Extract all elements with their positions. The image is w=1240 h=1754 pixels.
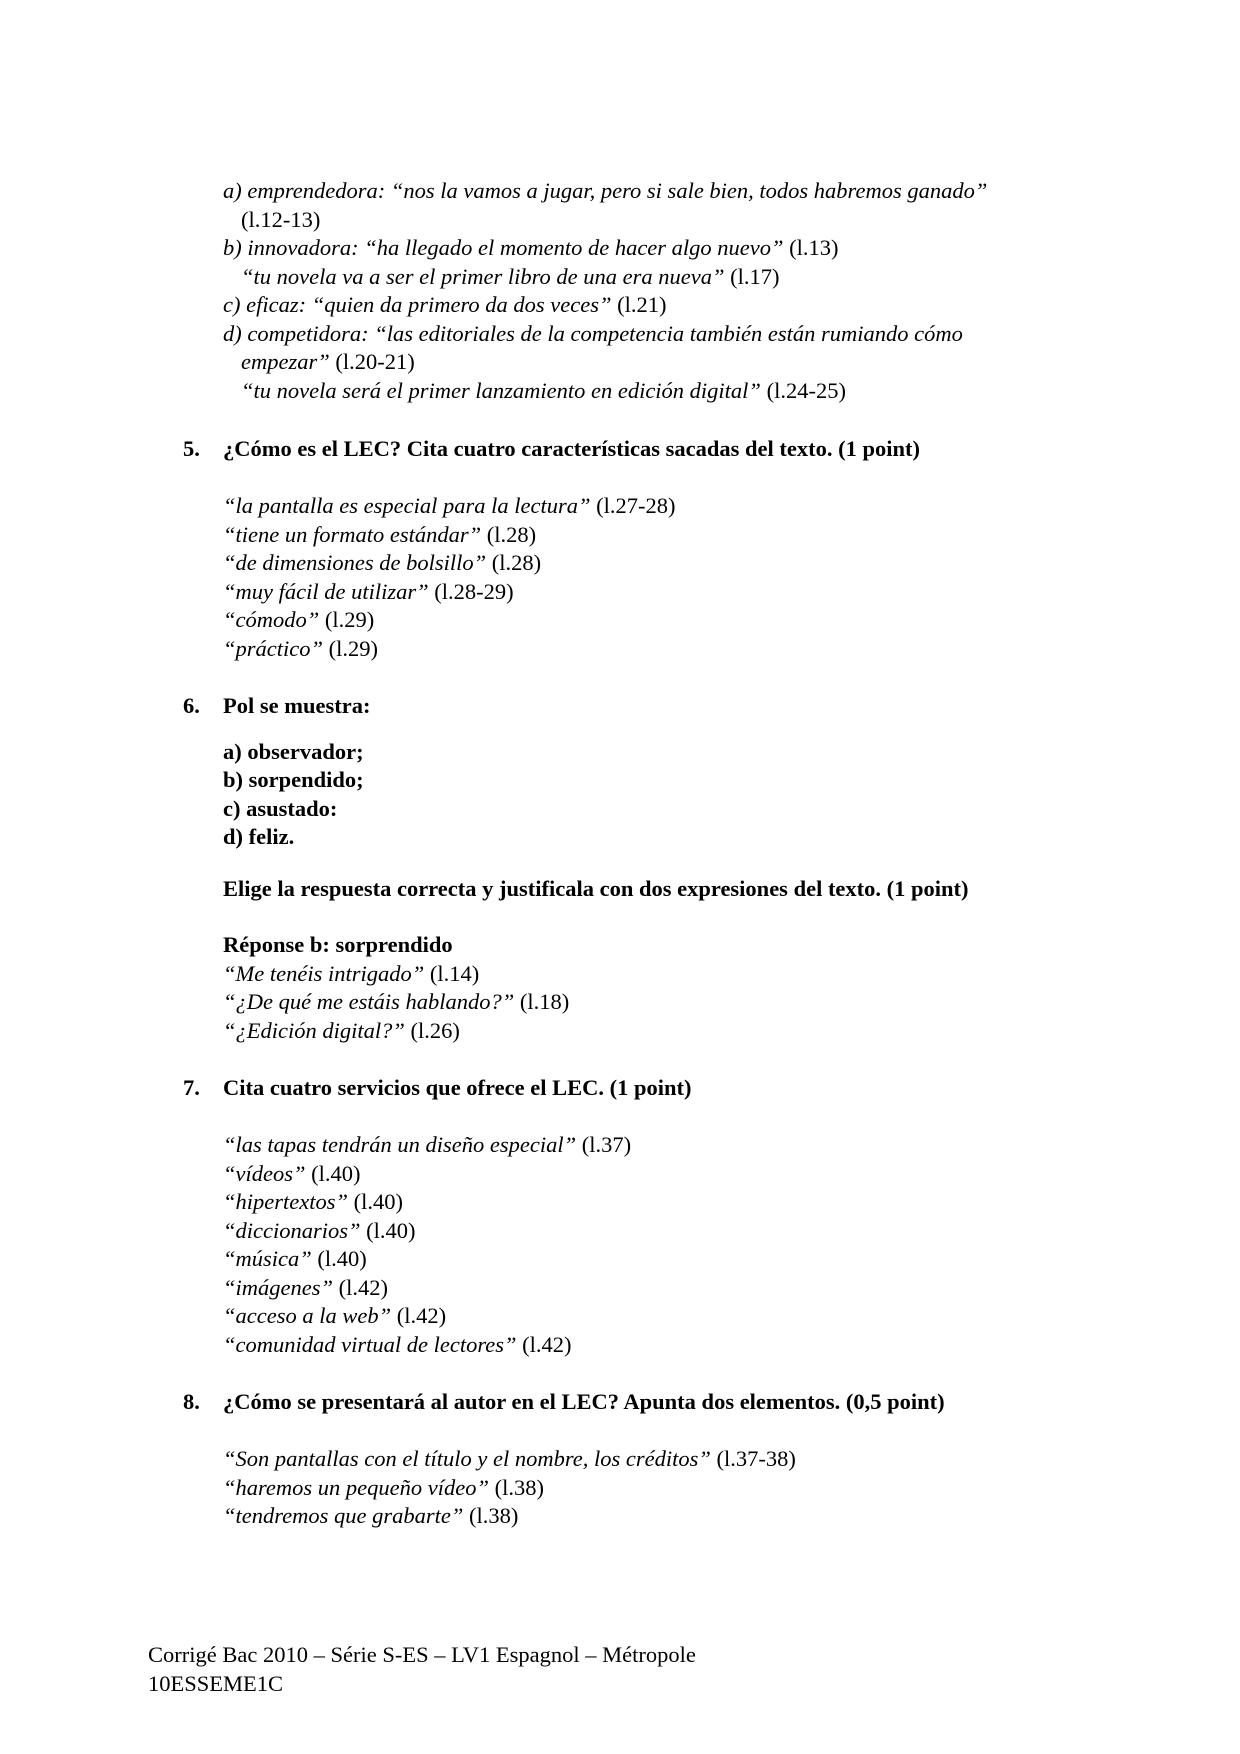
quote: “vídeos” xyxy=(223,1161,306,1186)
quote: a) emprendedora: “nos la vamos a jugar, pero si sale bien, todos habremos ganado” xyxy=(223,178,988,203)
line-ref: (l.28-29) xyxy=(434,579,514,604)
quote: empezar” xyxy=(241,349,330,374)
quote: “haremos un pequeño vídeo” xyxy=(223,1475,490,1500)
quote: “¿De qué me estáis hablando?” xyxy=(223,989,515,1014)
list-item xyxy=(223,1130,631,1159)
q4-answer-b xyxy=(223,233,839,262)
quote: “cómodo” xyxy=(223,607,320,632)
list-item xyxy=(223,577,514,606)
q6-number: 6. xyxy=(183,693,200,718)
line-ref: (l.28) xyxy=(486,522,537,547)
q4-answer-c xyxy=(223,290,666,319)
q5-question: ¿Cómo es el LEC? Cita cuatro características sacadas del texto. (1 point) xyxy=(223,436,920,461)
list-item xyxy=(223,1273,388,1302)
line-ref: (l.28) xyxy=(491,550,542,575)
line-ref: (l.20-21) xyxy=(335,349,415,374)
quote: “de dimensiones de bolsillo” xyxy=(223,550,487,575)
quote: “la pantalla es especial para la lectura” xyxy=(223,493,591,518)
q4-answer-d-2 xyxy=(241,347,415,376)
list-item xyxy=(223,987,569,1016)
quote: “imágenes” xyxy=(223,1275,334,1300)
q7-number: 7. xyxy=(183,1075,200,1100)
line-ref: (l.14) xyxy=(429,961,480,986)
quote: “¿Edición digital?” xyxy=(223,1018,405,1043)
line-ref: (l.40) xyxy=(317,1246,367,1271)
q4-answer-a xyxy=(223,176,987,205)
quote: “tu novela será el primer lanzamiento en edición digital” xyxy=(241,378,761,403)
footer-code: 10ESSEME1C xyxy=(148,1671,284,1696)
q6-response: Réponse b: sorprendido xyxy=(223,932,453,957)
quote: “diccionarios” xyxy=(223,1218,361,1243)
quote: d) competidora: “las editoriales de la competencia también están rumiando cómo xyxy=(223,321,963,346)
line-ref: (l.29) xyxy=(328,636,379,661)
line-ref: (l.12-13) xyxy=(241,207,321,232)
quote: “comunidad virtual de lectores” xyxy=(223,1332,517,1357)
list-item xyxy=(223,548,541,577)
q8-number: 8. xyxy=(183,1389,200,1414)
q4-answer-a-ref xyxy=(241,205,320,234)
q4-answer-b-2 xyxy=(241,262,779,291)
q6-option-d: d) feliz. xyxy=(223,824,295,849)
line-ref: (l.42) xyxy=(396,1303,447,1328)
list-item xyxy=(223,1244,367,1273)
quote: “hipertextos” xyxy=(223,1189,349,1214)
quote: “Me tenéis intrigado” xyxy=(223,961,425,986)
quote: “las tapas tendrán un diseño especial” xyxy=(223,1132,577,1157)
q4-answer-d-3 xyxy=(241,376,846,405)
line-ref: (l.37-38) xyxy=(716,1446,796,1471)
line-ref: (l.40) xyxy=(366,1218,416,1243)
line-ref: (l.17) xyxy=(730,264,780,289)
line-ref: (l.21) xyxy=(617,292,667,317)
list-item xyxy=(223,1330,572,1359)
line-ref: (l.37) xyxy=(581,1132,632,1157)
list-item xyxy=(223,1159,361,1188)
line-ref: (l.40) xyxy=(353,1189,404,1214)
list-item xyxy=(223,520,536,549)
list-item xyxy=(223,1501,518,1530)
line-ref: (l.13) xyxy=(789,235,839,260)
list-item xyxy=(223,634,378,663)
quote: “música” xyxy=(223,1246,312,1271)
q5-number: 5. xyxy=(183,436,200,461)
line-ref: (l.40) xyxy=(311,1161,361,1186)
list-item xyxy=(223,1187,403,1216)
list-item xyxy=(223,1473,544,1502)
quote: “acceso a la web” xyxy=(223,1303,392,1328)
list-item xyxy=(223,1444,796,1473)
line-ref: (l.38) xyxy=(494,1475,545,1500)
list-item xyxy=(223,605,374,634)
quote: “Son pantallas con el título y el nombre, los créditos” xyxy=(223,1446,711,1471)
quote: “muy fácil de utilizar” xyxy=(223,579,429,604)
list-item xyxy=(223,1016,460,1045)
q8-question: ¿Cómo se presentará al autor en el LEC? Apunta dos elementos. (0,5 point) xyxy=(223,1389,945,1414)
quote: “tiene un formato estándar” xyxy=(223,522,482,547)
quote: “práctico” xyxy=(223,636,324,661)
q7-question: Cita cuatro servicios que ofrece el LEC. (1 point) xyxy=(223,1075,692,1100)
line-ref: (l.27-28) xyxy=(596,493,676,518)
list-item xyxy=(223,1216,416,1245)
footer-title: Corrigé Bac 2010 – Série S-ES – LV1 Espagnol – Métropole xyxy=(148,1642,696,1667)
quote: c) eficaz: “quien da primero da dos veces” xyxy=(223,292,612,317)
q6-option-a: a) observador; xyxy=(223,739,364,764)
q4-answer-d xyxy=(223,319,963,348)
quote: b) innovadora: “ha llegado el momento de hacer algo nuevo” xyxy=(223,235,784,260)
line-ref: (l.38) xyxy=(469,1503,519,1528)
q6-option-b: b) sorpendido; xyxy=(223,767,364,792)
q6-option-c: c) asustado: xyxy=(223,796,338,821)
line-ref: (l.24-25) xyxy=(766,378,846,403)
line-ref: (l.26) xyxy=(410,1018,460,1043)
line-ref: (l.18) xyxy=(519,989,570,1014)
list-item xyxy=(223,959,479,988)
line-ref: (l.29) xyxy=(324,607,375,632)
list-item xyxy=(223,1301,446,1330)
line-ref: (l.42) xyxy=(338,1275,389,1300)
list-item xyxy=(223,491,675,520)
quote: “tu novela va a ser el primer libro de una era nueva” xyxy=(241,264,725,289)
q6-instruction: Elige la respuesta correcta y justificala con dos expresiones del texto. (1 point) xyxy=(223,876,969,901)
line-ref: (l.42) xyxy=(522,1332,572,1357)
q6-question: Pol se muestra: xyxy=(223,693,371,718)
quote: “tendremos que grabarte” xyxy=(223,1503,464,1528)
